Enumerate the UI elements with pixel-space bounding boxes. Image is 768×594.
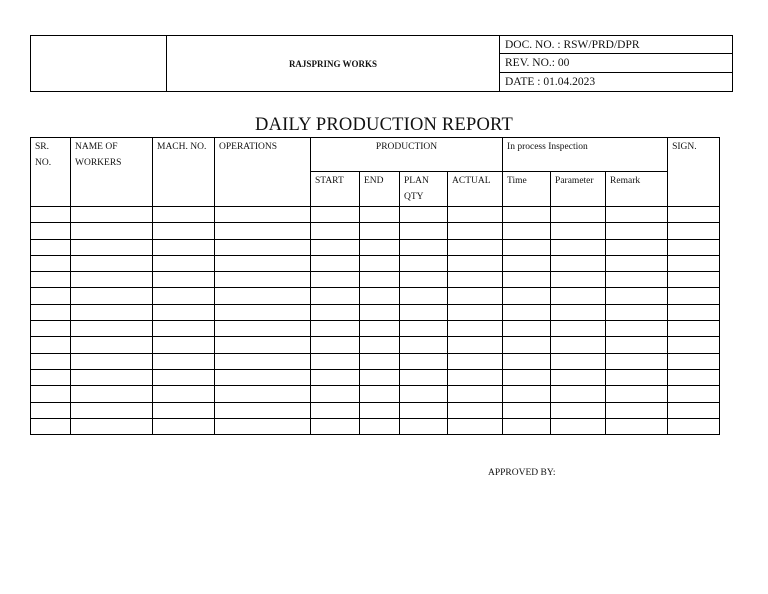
table-cell [551,304,606,320]
table-cell [153,321,215,337]
table-cell [360,321,400,337]
table-cell [503,418,551,434]
table-cell [400,239,448,255]
logo-cell [31,36,167,92]
table-cell [215,304,311,320]
table-cell [606,304,668,320]
table-cell [668,353,720,369]
table-cell [71,272,153,288]
table-cell [153,239,215,255]
table-cell [71,353,153,369]
table-cell [153,353,215,369]
table-cell [360,353,400,369]
approved-by-label: APPROVED BY: [488,468,556,478]
table-cell [31,304,71,320]
table-cell [551,386,606,402]
table-cell [668,223,720,239]
table-cell [400,288,448,304]
col-parameter: Parameter [551,172,606,207]
table-cell [215,207,311,223]
table-cell [400,353,448,369]
table-cell [311,353,360,369]
col-end: END [360,172,400,207]
table-cell [360,337,400,353]
col-time: Time [503,172,551,207]
table-cell [503,369,551,385]
table-cell [153,207,215,223]
table-cell [31,369,71,385]
table-cell [551,255,606,271]
table-cell [668,288,720,304]
table-cell [551,321,606,337]
table-cell [606,239,668,255]
table-cell [448,321,503,337]
col-remark: Remark [606,172,668,207]
table-cell [448,369,503,385]
table-cell [31,207,71,223]
table-cell [668,255,720,271]
table-cell [400,418,448,434]
table-cell [360,369,400,385]
table-cell [71,402,153,418]
table-cell [551,207,606,223]
table-cell [503,207,551,223]
table-cell [31,353,71,369]
table-cell [215,369,311,385]
table-cell [400,321,448,337]
table-cell [215,418,311,434]
table-cell [551,353,606,369]
table-cell [215,288,311,304]
table-cell [448,288,503,304]
table-cell [153,337,215,353]
table-cell [606,223,668,239]
col-inspection: In process Inspection [503,138,668,172]
table-cell [606,321,668,337]
table-cell [31,402,71,418]
table-cell [668,402,720,418]
table-cell [503,288,551,304]
table-row [31,272,720,288]
table-cell [606,418,668,434]
table-cell [551,239,606,255]
table-cell [448,272,503,288]
table-cell [448,353,503,369]
table-row [31,255,720,271]
col-worker-name: NAME OF WORKERS [71,138,153,207]
table-row [31,223,720,239]
revision-number: REV. NO.: 00 [500,54,733,72]
table-cell [215,255,311,271]
table-cell [311,207,360,223]
table-cell [551,272,606,288]
table-cell [360,223,400,239]
table-cell [360,239,400,255]
col-sr-no: SR. NO. [31,138,71,207]
table-cell [153,402,215,418]
table-cell [400,272,448,288]
table-cell [606,288,668,304]
table-cell [668,386,720,402]
table-cell [400,402,448,418]
table-cell [606,337,668,353]
table-cell [448,304,503,320]
table-cell [503,321,551,337]
table-cell [503,255,551,271]
table-cell [311,402,360,418]
table-row [31,353,720,369]
table-cell [71,418,153,434]
table-row [31,402,720,418]
table-cell [71,288,153,304]
table-cell [71,207,153,223]
table-cell [215,239,311,255]
table-cell [606,386,668,402]
table-cell [668,369,720,385]
table-row [31,369,720,385]
table-cell [71,304,153,320]
header-row-1 [31,138,720,172]
table-cell [448,255,503,271]
doc-number: DOC. NO. : RSW/PRD/DPR [500,36,733,54]
table-cell [606,402,668,418]
table-cell [311,255,360,271]
table-cell [668,272,720,288]
table-cell [448,418,503,434]
table-cell [311,223,360,239]
table-cell [448,402,503,418]
table-cell [31,337,71,353]
table-cell [503,353,551,369]
table-cell [311,369,360,385]
table-cell [31,255,71,271]
table-cell [215,353,311,369]
col-plan-qty: PLAN QTY [400,172,448,207]
table-cell [360,304,400,320]
header-table [30,35,733,92]
table-cell [215,272,311,288]
table-cell [503,386,551,402]
table-cell [400,223,448,239]
table-cell [668,418,720,434]
table-cell [31,386,71,402]
table-cell [360,255,400,271]
table-cell [668,321,720,337]
table-cell [503,337,551,353]
col-actual: ACTUAL [448,172,503,207]
table-cell [311,304,360,320]
table-cell [311,386,360,402]
table-cell [153,288,215,304]
table-cell [448,223,503,239]
table-cell [668,207,720,223]
table-cell [215,337,311,353]
col-machine-no: MACH. NO. [153,138,215,207]
table-cell [153,304,215,320]
table-cell [400,255,448,271]
table-cell [71,337,153,353]
table-cell [551,288,606,304]
table-cell [311,418,360,434]
table-cell [503,239,551,255]
col-sign: SIGN. [668,138,720,207]
table-cell [360,207,400,223]
table-row [31,337,720,353]
report-title: DAILY PRODUCTION REPORT [255,115,513,135]
table-cell [551,369,606,385]
table-cell [400,207,448,223]
table-cell [153,418,215,434]
table-cell [153,369,215,385]
production-table [30,137,720,435]
table-cell [311,337,360,353]
table-cell [360,386,400,402]
table-cell [31,321,71,337]
table-cell [400,304,448,320]
table-cell [360,402,400,418]
table-cell [31,288,71,304]
table-row [31,418,720,434]
table-cell [448,239,503,255]
table-cell [503,223,551,239]
table-cell [360,272,400,288]
table-cell [606,353,668,369]
table-cell [360,418,400,434]
table-cell [153,272,215,288]
table-cell [311,321,360,337]
table-row [31,239,720,255]
table-cell [606,207,668,223]
table-cell [668,304,720,320]
table-row [31,321,720,337]
table-cell [31,418,71,434]
col-operations: OPERATIONS [215,138,311,207]
table-cell [311,288,360,304]
table-cell [31,239,71,255]
table-cell [71,223,153,239]
table-cell [31,272,71,288]
table-cell [311,239,360,255]
table-cell [153,386,215,402]
table-cell [503,402,551,418]
table-cell [400,386,448,402]
table-cell [153,223,215,239]
table-row [31,207,720,223]
table-cell [606,272,668,288]
table-cell [400,337,448,353]
table-cell [551,418,606,434]
table-cell [551,337,606,353]
company-name: RAJSPRING WORKS [167,36,500,92]
table-cell [448,207,503,223]
table-cell [606,369,668,385]
table-cell [71,369,153,385]
table-cell [606,255,668,271]
table-cell [71,386,153,402]
table-cell [551,402,606,418]
table-cell [311,272,360,288]
table-row [31,304,720,320]
document-date: DATE : 01.04.2023 [500,72,733,91]
table-row [31,288,720,304]
table-cell [668,239,720,255]
table-cell [503,304,551,320]
table-row [31,386,720,402]
table-cell [71,321,153,337]
table-cell [153,255,215,271]
table-cell [400,369,448,385]
table-cell [360,288,400,304]
table-cell [448,386,503,402]
table-cell [215,321,311,337]
col-production: PRODUCTION [311,138,503,172]
table-cell [71,239,153,255]
table-cell [71,255,153,271]
table-cell [215,402,311,418]
table-cell [215,223,311,239]
table-cell [215,386,311,402]
table-cell [551,223,606,239]
table-cell [503,272,551,288]
table-cell [31,223,71,239]
col-start: START [311,172,360,207]
table-cell [448,337,503,353]
table-cell [668,337,720,353]
